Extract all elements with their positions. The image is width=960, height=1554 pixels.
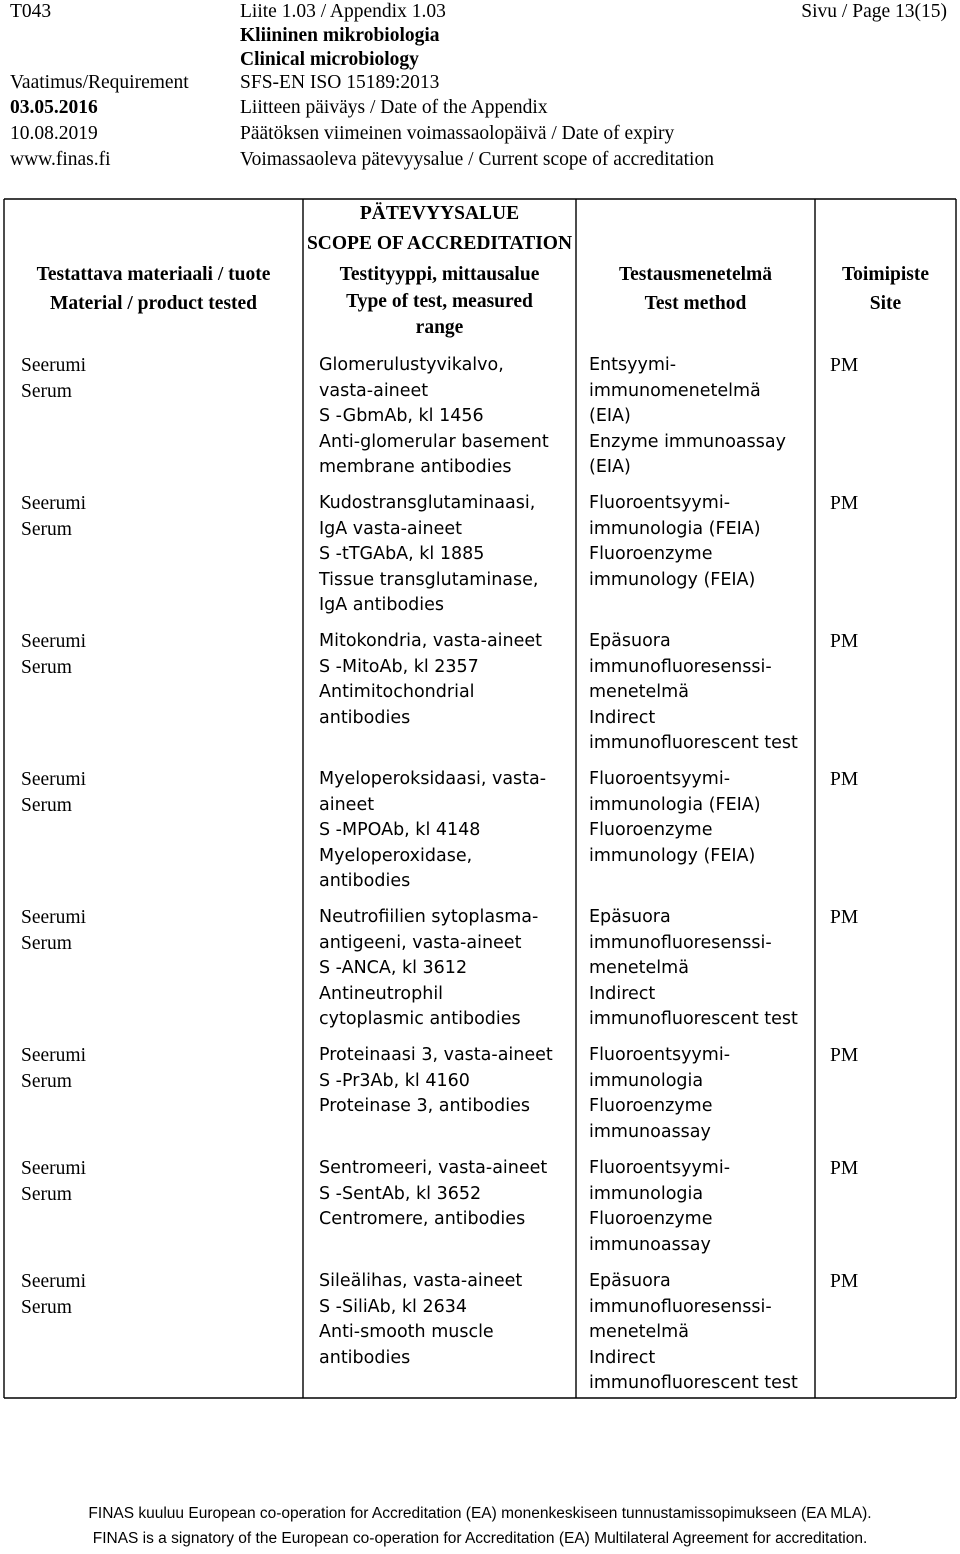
document-header	[0, 0, 960, 190]
row-3-site: PM	[830, 631, 859, 652]
row-7-test: Sentromeeri, vasta-aineet S -SentAb, kl 3652 Centromere, antibodies	[319, 1158, 548, 1230]
expiry-date: 10.08.2019	[10, 123, 98, 144]
appendix-date-label: Liitteen päiväys / Date of the Appendix	[240, 97, 548, 118]
header-row-2	[0, 24, 960, 49]
col-header-test-en: Type of test, measured range	[346, 291, 533, 338]
row-8-site: PM	[830, 1271, 859, 1292]
row-1-site: PM	[830, 355, 859, 376]
row-4-site: PM	[830, 769, 859, 790]
row-7-method: Fluoroentsyymi- immunologia Fluoroenzyme immunoassay	[589, 1158, 731, 1255]
row-5-material: Seerumi Serum	[21, 907, 86, 954]
row-7-site: PM	[830, 1158, 859, 1179]
footer-line-fi: FINAS kuuluu European co-operation for Accreditation (EA) monenkeskiseen tunnustamissopimukseen (EA MLA).	[88, 1505, 872, 1522]
requirement-label: Vaatimus/Requirement	[10, 72, 189, 93]
row-2-method: Fluoroentsyymi- immunologia (FEIA) Fluoroenzyme immunology (FEIA)	[589, 493, 761, 590]
row-4-method: Fluoroentsyymi- immunologia (FEIA) Fluoroenzyme immunology (FEIA)	[589, 769, 761, 866]
row-8-material: Seerumi Serum	[21, 1271, 86, 1318]
col-header-test-fi: Testityyppi, mittausalue	[339, 264, 540, 285]
website-link[interactable]: www.finas.fi	[10, 149, 111, 170]
row-2-test: Kudostransglutaminaasi, IgA vasta-aineet S -tTGAbA, kl 1885 Tissue transglutaminase, IgA antibodies	[319, 493, 539, 616]
requirement-value: SFS-EN ISO 15189:2013	[240, 72, 440, 93]
row-5-test: Neutrofiilien sytoplasma- antigeeni, vasta-aineet S -ANCA, kl 3612 Antineutrophil cytoplasmic antibodies	[319, 907, 539, 1030]
table-title-en: SCOPE OF ACCREDITATION	[306, 233, 573, 254]
col-header-method-fi: Testausmenetelmä	[618, 264, 773, 285]
col-header-site-fi: Toimipiste	[841, 264, 930, 285]
col-header-material-en: Material / product tested	[49, 293, 258, 314]
appendix-label: Liite 1.03 / Appendix 1.03	[240, 1, 446, 22]
col-header-site-en: Site	[869, 293, 902, 314]
scope-label: Voimassaoleva pätevyysalue / Current scope of accreditation	[240, 149, 714, 170]
header-row-5	[0, 96, 960, 121]
table-title-fi: PÄTEVYYSALUE	[359, 203, 520, 224]
page-number: Sivu / Page 13(15)	[801, 1, 947, 22]
header-row-1	[0, 0, 960, 25]
col-header-method-en: Test method	[644, 293, 747, 314]
header-row-6	[0, 122, 960, 147]
doc-code: T043	[10, 1, 52, 22]
row-6-site: PM	[830, 1045, 859, 1066]
row-4-test: Myeloperoksidaasi, vasta- aineet S -MPOAb, kl 4148 Myeloperoxidase, antibodies	[319, 769, 547, 892]
row-2-site: PM	[830, 493, 859, 514]
field-en: Clinical microbiology	[240, 49, 419, 70]
header-row-3	[0, 48, 960, 73]
col-header-material-fi: Testattava materiaali / tuote	[36, 264, 271, 285]
row-3-test: Mitokondria, vasta-aineet S -MitoAb, kl 2357 Antimitochondrial antibodies	[319, 631, 543, 728]
row-8-test: Sileälihas, vasta-aineet S -SiliAb, kl 2634 Anti-smooth muscle antibodies	[319, 1271, 523, 1368]
row-6-material: Seerumi Serum	[21, 1045, 86, 1092]
expiry-label: Päätöksen viimeinen voimassaolopäivä / Date of expiry	[240, 123, 675, 144]
row-3-method: Epäsuora immunofluoresenssi- menetelmä Indirect immunofluorescent test	[589, 631, 798, 754]
row-5-method: Epäsuora immunofluoresenssi- menetelmä Indirect immunofluorescent test	[589, 907, 798, 1030]
field-fi: Kliininen mikrobiologia	[240, 25, 440, 46]
appendix-date: 03.05.2016	[10, 97, 98, 118]
row-6-test: Proteinaasi 3, vasta-aineet S -Pr3Ab, kl 4160 Proteinase 3, antibodies	[319, 1045, 553, 1117]
row-6-method: Fluoroentsyymi- immunologia Fluoroenzyme immunoassay	[589, 1045, 731, 1142]
row-7-material: Seerumi Serum	[21, 1158, 86, 1205]
row-1-test: Glomerulustyvikalvo, vasta-aineet S -GbmAb, kl 1456 Anti-glomerular basement membrane antibodies	[319, 355, 549, 478]
row-8-method: Epäsuora immunofluoresenssi- menetelmä Indirect immunofluorescent test	[589, 1271, 798, 1394]
header-row-4	[0, 71, 960, 96]
row-1-method: Entsyymi- immunomenetelmä (EIA) Enzyme immunoassay (EIA)	[589, 355, 786, 478]
footer-line-en: FINAS is a signatory of the European co-operation for Accreditation (EA) Multilateral Agreement for accreditation.	[92, 1530, 868, 1547]
row-5-site: PM	[830, 907, 859, 928]
row-3-material: Seerumi Serum	[21, 631, 86, 678]
header-row-7	[0, 148, 960, 173]
row-2-material: Seerumi Serum	[21, 493, 86, 540]
row-4-material: Seerumi Serum	[21, 769, 86, 816]
row-1-material: Seerumi Serum	[21, 355, 86, 402]
